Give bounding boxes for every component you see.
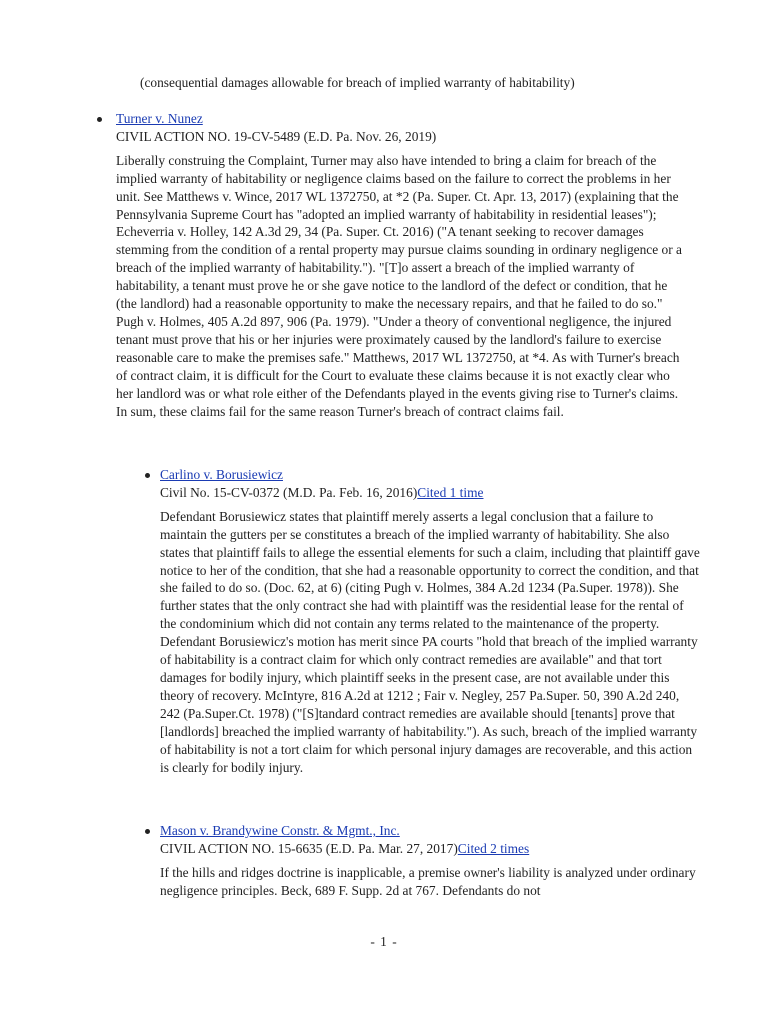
case-citation-text: Civil No. 15-CV-0372 (M.D. Pa. Feb. 16, 2016) bbox=[160, 484, 418, 500]
bullet-icon bbox=[145, 473, 150, 478]
intro-parenthetical: (consequential damages allowable for breach of implied warranty of habitability) bbox=[140, 75, 575, 90]
case-title-link[interactable]: Mason v. Brandywine Constr. & Mgmt., Inc. bbox=[160, 823, 400, 838]
case-title-link[interactable]: Turner v. Nunez bbox=[116, 111, 203, 126]
cited-count-link[interactable]: Cited 1 time bbox=[417, 484, 484, 500]
case-citation bbox=[116, 128, 688, 146]
case-citation-text: CIVIL ACTION NO. 19-CV-5489 (E.D. Pa. Nov. 26, 2019) bbox=[116, 128, 437, 144]
bullet-icon bbox=[145, 829, 150, 834]
case-excerpt: Defendant Borusiewicz states that plaintiff merely asserts a legal conclusion that a failure to maintain the gutters per se constitutes a breach of the implied warranty of habitability. She also states that plaintiff fails to allege the essential elements for such a claim, including that plaintiff gave notice to her of the condition, that she had a reasonable opportunity to correct the condition, and that she failed to do so. (Doc. 62, at 6) (citing Pugh v. Holmes, 384 A.2d 1234 (Pa.Super. 1978)). She further states that the only contract she had with plaintiff was the residential lease for the rental of the condominium which did not contain any terms related to the maintenance of the property. Defendant Borusiewicz's motion has merit since PA courts "hold that breach of the implied warranty of habitability is a contract claim for which only contract remedies are available" and that tort damages for bodily injury, which plaintiff seeks in the present case, are not available under this theory of recovery. McIntyre, 816 A.2d at 1212 ; Fair v. Negley, 257 Pa.Super. 50, 390 A.2d 240, 242 (Pa.Super.Ct. 1978) ("[S]tandard contract remedies are available should [tenants] prove that [landlords] breached the implied warranty of habitability."). As such, breach of the implied warranty of habitability is not a tort claim for which personal injury damages are recoverable, and this action is clearly for bodily injury. bbox=[160, 508, 700, 775]
case-excerpt: If the hills and ridges doctrine is inapplicable, a premise owner's liability is analyzed under ordinary negligence principles. Beck, 689 F. Supp. 2d at 767. Defendants do not bbox=[160, 864, 696, 898]
case-citation-text: CIVIL ACTION NO. 15-6635 (E.D. Pa. Mar. 27, 2017) bbox=[160, 840, 458, 856]
cited-count-link[interactable]: Cited 2 times bbox=[457, 840, 530, 856]
case-citation bbox=[160, 484, 700, 502]
case-entry-turner-v-nunez bbox=[116, 110, 688, 420]
case-entry-carlino-v-borusiewicz bbox=[160, 466, 700, 776]
case-excerpt: Liberally construing the Complaint, Turner may also have intended to bring a claim for breach of the implied warranty of habitability or negligence claims based on the failure to correct the problems in her unit. See Matthews v. Wince, 2017 WL 1372750, at *2 (Pa. Super. Ct. Apr. 13, 2017) (explaining that the Pennsylvania Supreme Court has "adopted an implied warranty of habitability in residential leases"); Echeverria v. Holley, 142 A.3d 29, 34 (Pa. Super. Ct. 2016) ("A tenant seeking to recover damages stemming from the condition of a rental property may pursue claims sounding in ordinary negligence or a breach of the implied warranty of habitability."). "[T]o assert a breach of the implied warranty of habitability, a tenant must prove he or she gave notice to the landlord of the defect or condition, that he (the landlord) had a reasonable opportunity to make the necessary repairs, and that he failed to do so." Pugh v. Holmes, 405 A.2d 897, 906 (Pa. 1979). "Under a theory of conventional negligence, the injured tenant must prove that his or her injuries were proximately caused by the landlord's failure to exercise reasonable care to make the premises safe." Matthews, 2017 WL 1372750, at *4. As with Turner's breach of contract claim, it is difficult for the Court to evaluate these claims because it is not exactly clear who her landlord was or what role either of the Defendants played in the events giving rise to Turner's claims. In sum, these claims fail for the same reason Turner's breach of contract claims fail. bbox=[116, 152, 682, 419]
case-citation bbox=[160, 840, 700, 858]
case-entry-mason-v-brandywine bbox=[160, 822, 700, 900]
page-number: - 1 - bbox=[370, 934, 398, 949]
bullet-icon bbox=[97, 117, 102, 122]
case-title-link[interactable]: Carlino v. Borusiewicz bbox=[160, 467, 283, 482]
